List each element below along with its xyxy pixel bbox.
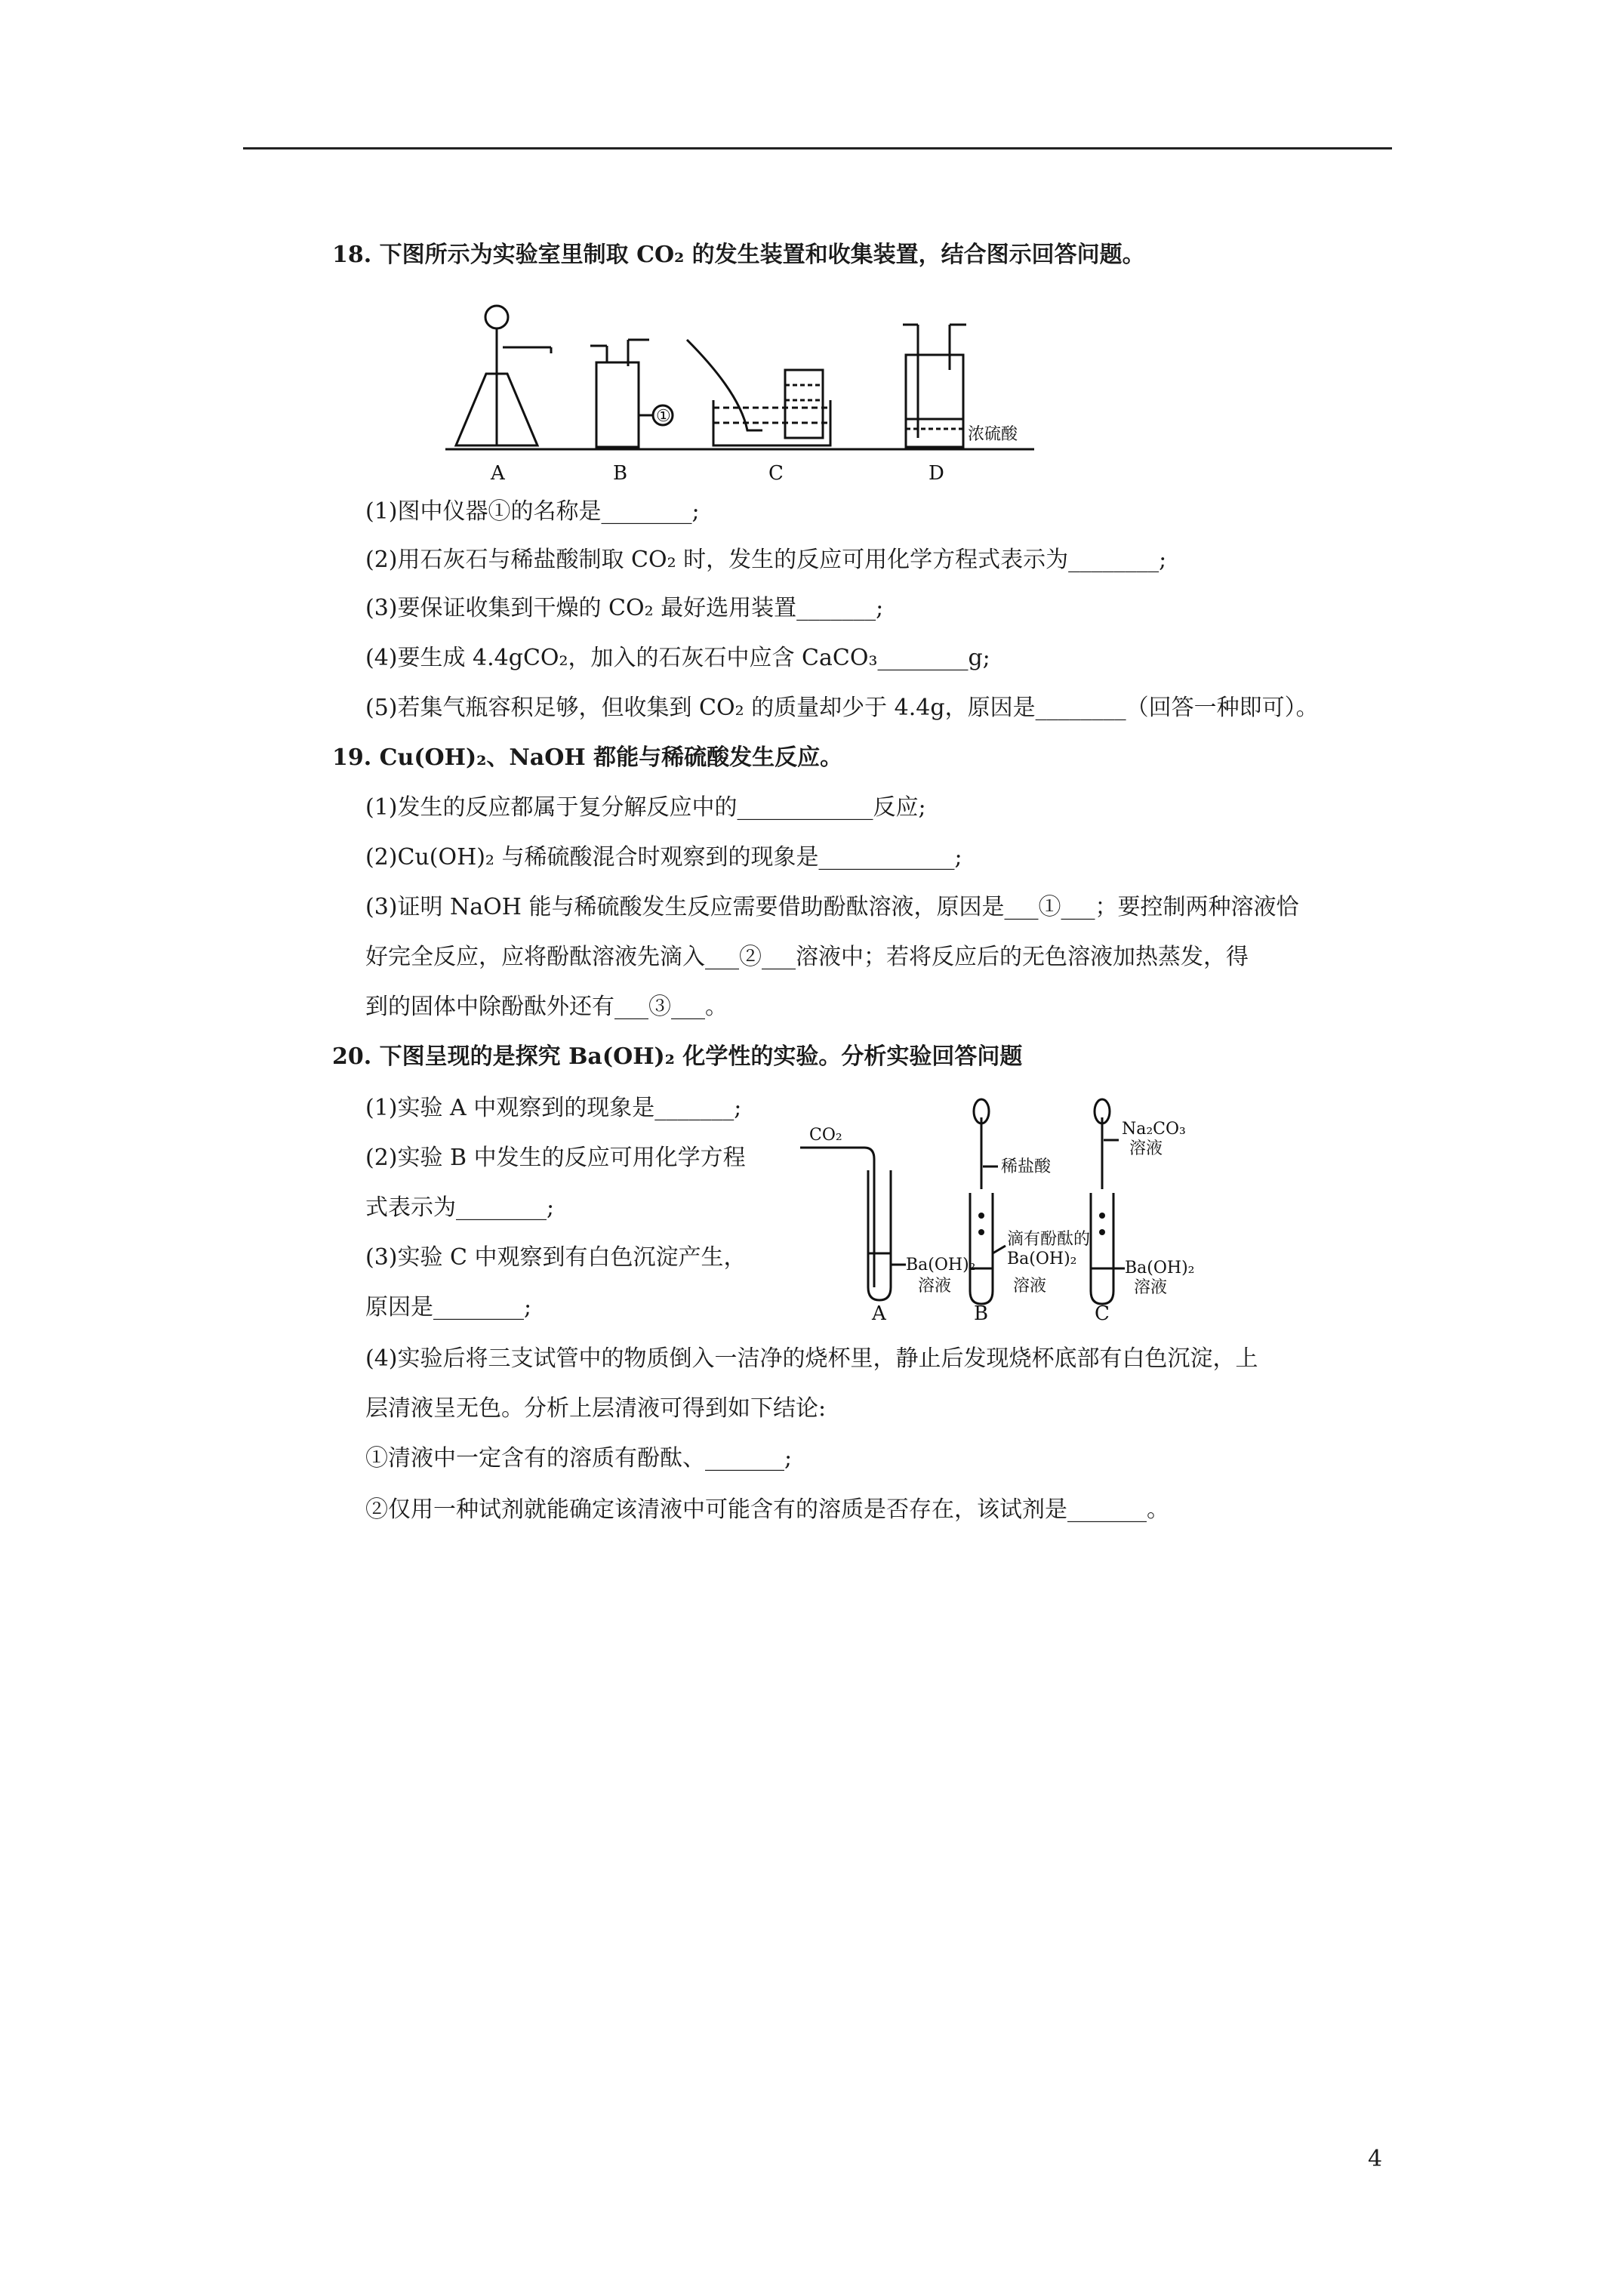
q20-item-1: (1)实验 A 中观察到的现象是_______; — [365, 1095, 742, 1121]
q19-title: 19. Cu(OH)₂、NaOH 都能与稀硫酸发生反应。 — [332, 744, 843, 771]
q18-item-5: (5)若集气瓶容积足够，但收集到 CO₂ 的质量却少于 4.4g，原因是________（回答一种即可）。 — [365, 695, 1319, 721]
q18-title: 18. 下图所示为实验室里制取 CO₂ 的发生装置和收集装置，结合图示回答问题。 — [332, 242, 1145, 268]
q20-item-4-sub-1: ①清液中一定含有的溶质有酚酞、_______; — [365, 1445, 793, 1472]
q18-item-3: (3)要保证收集到干燥的 CO₂ 最好选用装置_______; — [365, 595, 884, 621]
q20-fig-co2-label: CO₂ — [809, 1126, 842, 1145]
q19-item-2: (2)Cu(OH)₂ 与稀硫酸混合时观察到的现象是____________; — [365, 844, 962, 871]
q18-item-1: (1)图中仪器①的名称是________; — [365, 498, 700, 525]
q20-test-tubes-figure — [793, 1095, 1215, 1321]
q19-item-3: (3)证明 NaOH 能与稀硫酸发生反应需要借助酚酞溶液，原因是___①___；要控制两种溶液恰 — [365, 894, 1299, 920]
page-number: 4 — [1368, 2146, 1383, 2172]
q20-fig-label-c: C — [1095, 1302, 1110, 1321]
q20-item-3: (3)实验 C 中观察到有白色沉淀产生， — [365, 1244, 747, 1271]
q18-fig-label-a: A — [491, 462, 505, 485]
q20-fig-a-solution-2: 溶液 — [918, 1277, 952, 1296]
q18-fig-label-b: B — [613, 462, 628, 485]
q19-item-3-cont2: 到的固体中除酚酞外还有___③___。 — [365, 994, 728, 1020]
q18-fig-circle-label: ① — [656, 407, 671, 426]
q18-fig-label-c: C — [768, 462, 784, 485]
q18-apparatus-figure — [438, 294, 1057, 491]
q19-item-3-cont: 好完全反应，应将酚酞溶液先滴入___②___溶液中；若将反应后的无色溶液加热蒸发，得 — [365, 944, 1249, 970]
q20-item-4: (4)实验后将三支试管中的物质倒入一洁净的烧杯里，静止后发现烧杯底部有白色沉淀，上 — [365, 1345, 1258, 1372]
q20-fig-c-solution: Ba(OH)₂ — [1125, 1259, 1195, 1277]
q20-fig-b-solution-3: 溶液 — [1013, 1277, 1047, 1296]
q20-item-2-cont: 式表示为________; — [365, 1194, 555, 1221]
q20-fig-na2co3-label-2: 溶液 — [1129, 1139, 1163, 1158]
q20-fig-hcl-label: 稀盐酸 — [1001, 1157, 1052, 1176]
header-rule — [243, 147, 1392, 149]
q18-item-4: (4)要生成 4.4gCO₂，加入的石灰石中应含 CaCO₃________g; — [365, 645, 990, 671]
q20-fig-c-solution-2: 溶液 — [1134, 1278, 1168, 1297]
q18-item-2: (2)用石灰石与稀盐酸制取 CO₂ 时，发生的反应可用化学方程式表示为________; — [365, 547, 1167, 573]
q20-fig-b-solution: 滴有酚酞的 — [1007, 1230, 1091, 1249]
q20-fig-na2co3-label: Na₂CO₃ — [1122, 1120, 1186, 1139]
q20-item-2: (2)实验 B 中发生的反应可用化学方程 — [365, 1145, 746, 1171]
q20-item-4-cont: 层清液呈无色。分析上层清液可得到如下结论: — [365, 1395, 827, 1422]
q20-fig-b-solution-2: Ba(OH)₂ — [1007, 1250, 1077, 1268]
q20-fig-a-solution: Ba(OH)₂ — [906, 1256, 976, 1274]
q20-fig-label-b: B — [974, 1302, 989, 1321]
q18-fig-acid-label: 浓硫酸 — [968, 425, 1018, 444]
q20-item-4-sub-2: ②仅用一种试剂就能确定该清液中可能含有的溶质是否存在，该试剂是_______。 — [365, 1496, 1169, 1523]
q20-fig-label-a: A — [872, 1302, 886, 1321]
q18-fig-label-d: D — [929, 462, 944, 485]
q20-title: 20. 下图呈现的是探究 Ba(OH)₂ 化学性的实验。分析实验回答问题 — [332, 1043, 1023, 1070]
q20-item-3-cont: 原因是________; — [365, 1294, 532, 1321]
q19-item-1: (1)发生的反应都属于复分解反应中的____________反应; — [365, 794, 926, 821]
